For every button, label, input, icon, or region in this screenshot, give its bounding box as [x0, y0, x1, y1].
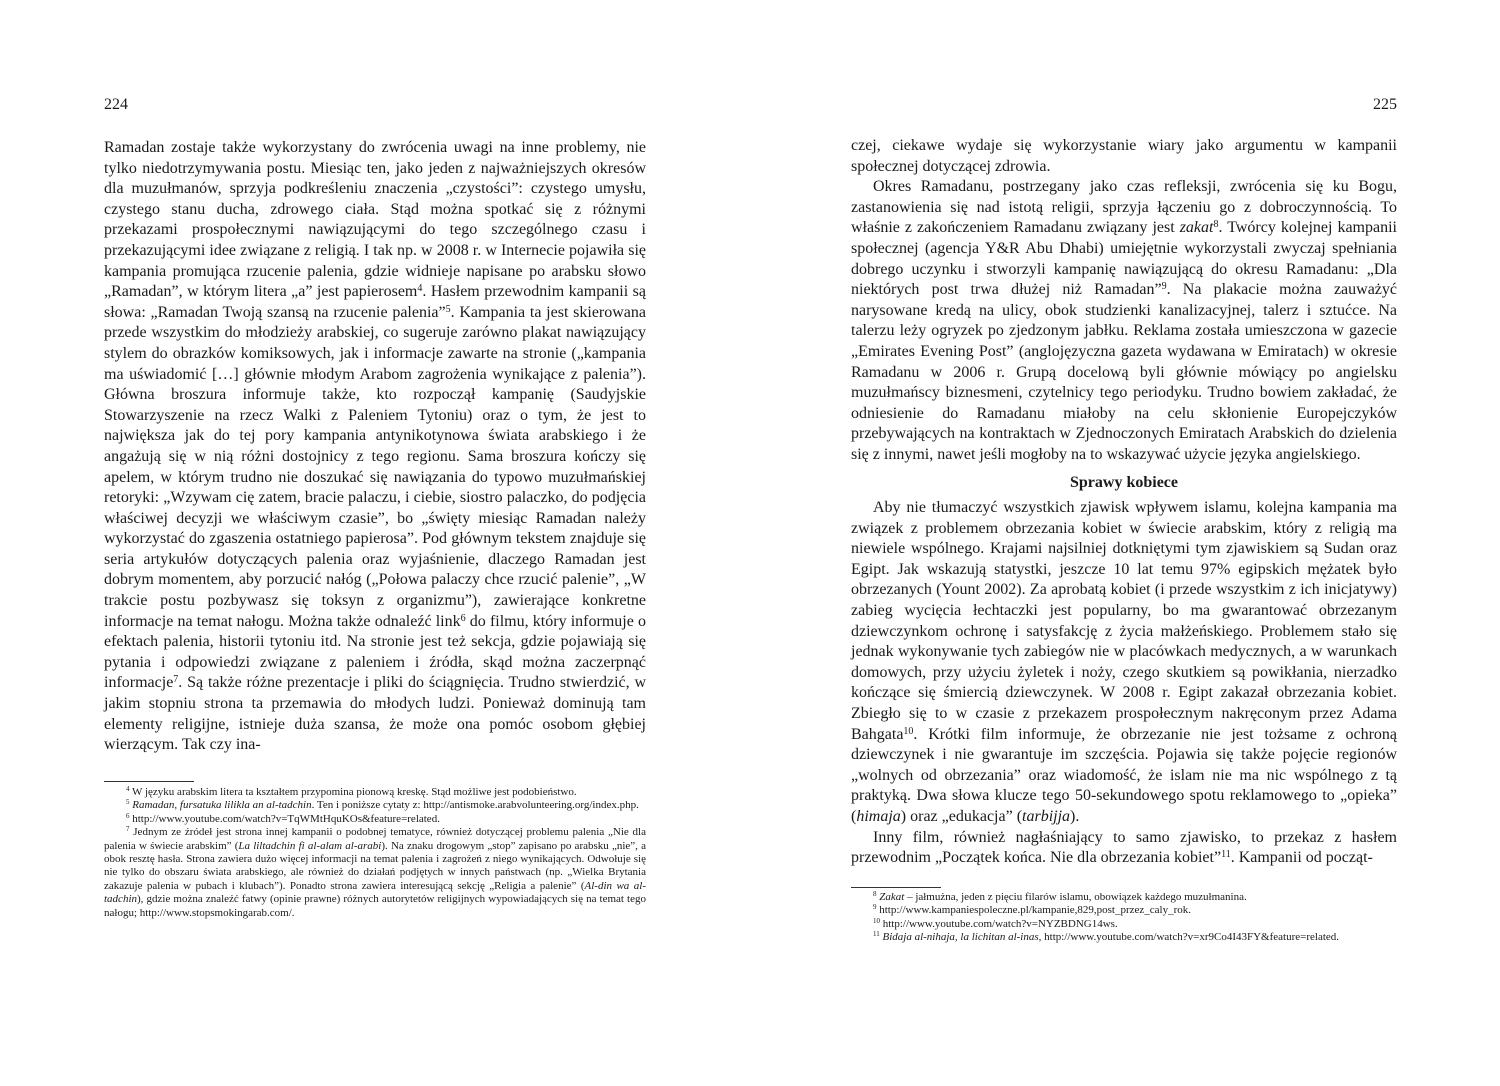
footnote: $^8$ Zakat – jałmużna, jeden z pięciu filarów islamu, obowiązek każdego muzułmanina. — [873, 890, 1247, 903]
footnote: $^5$ Ramadan, fursatuka lilikla an al-tadchin. Ten i poniższe cytaty z: http://antismoke.arabvolunteering.org/index.php. — [126, 798, 639, 812]
paragraph: Aby nie tłumaczyć wszystkich zjawisk wpływem islamu, kolejna kampania ma związek z problemem obrzezania kobiet w świecie arabskim, który z religią ma niewiele wspólnego. Krajami najsilniej dotkniętymi tym zjawiskiem są Sudan oraz Egipt. Jak wskazują statystki, jeszcze 10 lat temu 97% egipskich mężatek było obrzezanych (Yount 2002). Za aprobatą kobiet (i przede wszystkim z ich inicjatywy) zabieg wycięcia łechtaczki jest popularny, bo ma gwarantować obrzezanym dziewczynkom ochronę i satysfakcję z życia małżeńskiego. Problemem stało się jednak wykonywanie tych zabiegów nie w placówkach medycznych, a w warunkach domowych, przy użyciu żyletek i noży, czego skutkiem są powikłania, nierzadko kończące się śmiercią dziewczynek. W 2008 r. Egipt zakazał obrzezania kobiet. Zbiegło się to w czasie z przekazem prospołecznym nakręconym przez Adama Bahgata$^{10}$. Krótki film informuje, że obrzezanie nie jest tożsame z ochroną dziewczynek i nie gwarantuje im szczęścia. Pojawia się także pojęcie regionów „wolnych od obrzezania” oraz wiadomość, że islam nie ma nic wspólnego z tą praktyką. Dwa słowa klucze tego 50-sekundowego spotu reklamowego to „opieka” (himaja) oraz „edukacja” (tarbijja). — [851, 499, 1397, 825]
left-page — [104, 0, 646, 1086]
body-text — [104, 138, 646, 756]
section-heading: Sprawy kobiece — [1070, 473, 1178, 491]
footnote: $^6$ http://www.youtube.com/watch?v=TqWMtHquKOs&feature=related. — [126, 811, 440, 825]
body-text — [851, 136, 1397, 869]
footnote: $^7$ Jednym ze źródeł jest strona innej kampanii o podobnej tematyce, również dotyczącej problemu palenia „Nie dla palenia w świecie arabskim” (La liltadchin fi al-alam al-arabi). Na znaku drogowym „stop” zapisano po arabsku „nie”, a obok resztę hasła. Strona zawiera dużo więcej informacji na temat palenia i zagrożeń z niego wynikających. Odwołuje się nie tylko do obszaru świata arabskiego, ale również do działań podjętych w innych państwach (np. „Wielka Brytania zakazuje palenia w pubach i klubach”). Ponadto strona zawiera interesującą sekcję „Religia a palenie” (Al-din wa al-tadchin), gdzie można znaleźć fatwy (opinie prawne) różnych autorytetów religijnych wypowiadających się na temat tego nałogu; http://www.stopsmokingarab.com/. — [104, 825, 647, 919]
page-number: 224 — [104, 96, 128, 113]
footnote: $^4$ W języku arabskim litera ta kształtem przypomina pionową kreskę. Stąd możliwe jest podobieństwo. — [126, 785, 577, 798]
footnote-divider — [104, 781, 194, 782]
footnotes — [851, 891, 1397, 945]
paragraph: Okres Ramadanu, postrzegany jako czas refleksji, zwrócenia się ku Bogu, zastanowienia się nad istotą religii, sprzyja łączeniu go z dobroczynnością. To właśnie z zakończeniem Ramadanu związany jest zakat$^8$. Twórcy kolejnej kampanii społecznej (agencja Y&R Abu Dhabi) umiejętnie wykorzystali zwyczaj spełniania dobrego uczynku i stworzyli kampanię nawiązującą do okresu Ramadanu: „Dla niektórych post trwa dłużej niż Ramadan”$^9$. Na plakacie można zauważyć narysowane kredą na ulicy, obok studzienki kanalizacyjnej, talerz i sztućce. Na talerzu leży ogryzek po zjedzonym jabłku. Reklama została umieszczona w gazecie „Emirates Evening Post” (anglojęzyczna gazeta wydawana w Emiratach) w okresie Ramadanu w 2006 r. Grupą docelową byli głównie mówiący po angielsku muzułmańscy biznesmeni, czytelnicy tego periodyku. Trudno bowiem zakładać, że odniesienie do Ramadanu miałoby na celu skłonienie Europejczyków przebywających na kontraktach w Zjednoczonych Emiratach Arabskich do dzielenia się z innymi, nawet jeśli mogłoby na to wskazywać użycie języka angielskiego. — [851, 178, 1398, 463]
paragraph: Inny film, również nagłaśniający to samo zjawisko, to przekaz z hasłem przewodnim „Początek końca. Nie dla obrzezania kobiet”$^{11}$. Kampanii od począt- — [851, 828, 1397, 867]
right-page — [851, 0, 1397, 1086]
footnote: $^{10}$ http://www.youtube.com/watch?v=NYZBDNG14ws. — [873, 916, 1118, 930]
footnote-divider — [851, 887, 941, 888]
footnote: $^9$ http://www.kampaniespoleczne.pl/kampanie,829,post_przez_caly_rok. — [873, 903, 1192, 917]
paragraph: czej, ciekawe wydaje się wykorzystanie wiary jako argumentu w kampanii społecznej dotyczącej zdrowia. — [851, 137, 1397, 175]
footnotes — [104, 786, 646, 920]
footnote: $^{11}$ Bidaja al-nihaja, la lichitan al-inas, http://www.youtube.com/watch?v=xr9Co4I43FY&feature=related. — [873, 930, 1340, 944]
page-number: 225 — [1373, 96, 1397, 113]
paragraph: Ramadan zostaje także wykorzystany do zwrócenia uwagi na inne problemy, nie tylko niedotrzymywania postu. Miesiąc ten, jako jeden z najważniejszych okresów dla muzułmanów, sprzyja podkreśleniu znaczenia „czystości”: czystego umysłu, czystego stanu ducha, zdrowego ciała. Stąd można spotkać się z różnymi przekazami prospołecznymi nawiązującymi do tego szczególnego czasu i przekazującymi idee związane z religią. I tak np. w 2008 r. w Internecie pojawiła się kampania promująca rzucenie palenia, gdzie widnieje napisane po arabsku słowo „Ramadan”, w którym litera „a” jest papierosem$^4$. Hasłem przewodnim kampanii są słowa: „Ramadan Twoją szansą na rzucenie palenia”$^5$. Kampania ta jest skierowana przede wszystkim do młodzieży arabskiej, co sugeruje zarówno plakat nawiązujący stylem do obrazków komiksowych, jak i informacje zawarte na stronie („kampania ma uświadomić […] głównie młodym Arabom zagrożenia wynikające z palenia”). Główna broszura informuje także, kto rozpoczął kampanię (Saudyjskie Stowarzyszenie na rzecz Walki z Paleniem Tytoniu) oraz o tym, że jest to największa jak do tej pory kampania antynikotynowa świata arabskiego i że angażują się w nią różni dostojnicy z tego regionu. Sama broszura kończy się apelem, w którym trudno nie doszukać się nawiązania do typowo muzułmańskiej retoryki: „Wzywam cię zatem, bracie palaczu, i ciebie, siostro palaczko, do podjęcia właściwej decyzji we właściwym czasie”, bo „święty miesiąc Ramadan należy wykorzystać do zgaszenia ostatniego papierosa”. Pod głównym tekstem znajduje się seria artykułów dotyczących palenia oraz wyjaśnienie, dlaczego Ramadan jest dobrym momentem, aby porzucić nałóg („Połowa palaczy chce rzucić palenie”, „W trakcie postu pozbywasz się toksyn z organizmu”), zawierające konkretne informacje na temat nałogu. Można także odnaleźć link$^6$ do filmu, który informuje o efektach palenia, historii tytoniu itd. Na stronie jest też sekcja, gdzie pojawiają się pytania i odpowiedzi związane z paleniem i źródła, skąd można zaczerpnąć informacje$^7$. Są także różne prezentacje i pliki do ściągnięcia. Trudno stwierdzić, w jakim stopniu strona ta przemawia do młodych ludzi. Ponieważ dominują tam elementy religijne, istnieje duża szansa, że może ona pomóc osobom głębiej wierzącym. Tak czy ina- — [104, 139, 647, 754]
